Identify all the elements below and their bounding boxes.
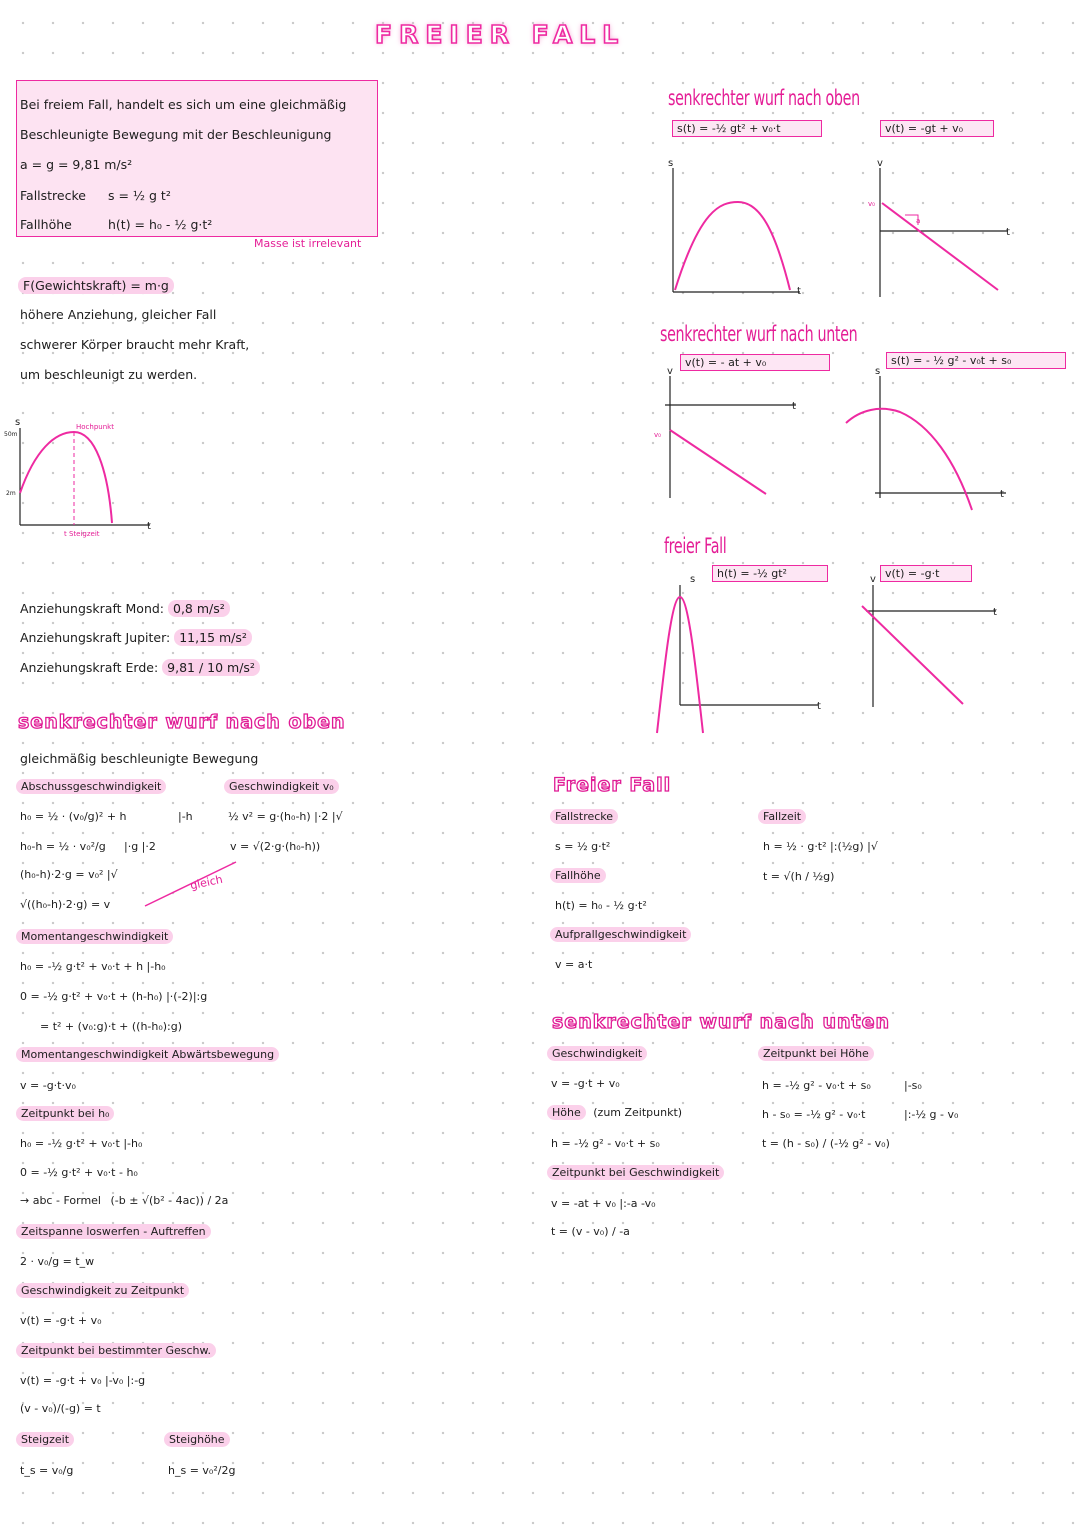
down-hoehe — [547, 1106, 682, 1119]
up-f1-op: |-h — [178, 810, 193, 823]
small-graph-y-top: 50m — [4, 431, 18, 438]
up-f2-op: |·g |·2 — [124, 840, 156, 853]
up-z3-prefix: → abc - Formel — [20, 1194, 101, 1207]
right-free-heading: freier Fall — [664, 534, 727, 558]
up-m2: 0 = -½ g·t² + v₀·t + (h-h₀) |·(-2)|:g — [20, 990, 208, 1003]
right-free-h-formula: h(t) = -½ gt² — [712, 565, 828, 582]
right-down-heading: senkrechter wurf nach unten — [660, 322, 858, 346]
right-free-v-formula: v(t) = -g·t — [880, 565, 972, 582]
intro-fallstrecke-formula: s = ½ g t² — [108, 188, 171, 203]
up-z2: 0 = -½ g·t² + v₀·t - h₀ — [20, 1166, 138, 1179]
small-graph-x-label: t — [147, 521, 151, 532]
up-m3: = t² + (v₀:g)·t + ((h-h₀):g) — [40, 1020, 183, 1033]
down-zp-geschw-label-text: Zeitpunkt bei Geschwindigkeit — [547, 1165, 724, 1180]
graph-down-s — [846, 366, 1006, 510]
free-fallhoehe-formula: h(t) = h₀ - ½ g·t² — [555, 899, 647, 912]
graph-up-v-a: a — [916, 217, 921, 225]
up-z1: h₀ = -½ g·t² + v₀·t |-h₀ — [20, 1137, 143, 1150]
moment-down-label-text: Momentangeschwindigkeit Abwärtsbewegung — [16, 1047, 279, 1062]
graph-up-v-line — [882, 203, 998, 290]
zeit-h0-label-text: Zeitpunkt bei h₀ — [16, 1106, 114, 1121]
up-z3-formula: (-b ± √(b² - 4ac)) / 2a — [110, 1194, 229, 1207]
attraction-jupiter-value: 11,15 m/s² — [174, 629, 252, 646]
attraction-earth-label: Anziehungskraft Erde: — [20, 660, 159, 675]
graph-down-s-curve — [846, 409, 972, 510]
right-down-v-formula: v(t) = - at + v₀ — [680, 354, 830, 371]
graph-up-s-x-label: t — [797, 286, 801, 297]
free-aufprall-label-text: Aufprallgeschwindigkeit — [550, 927, 691, 942]
graph-free-v-x-label: t — [993, 607, 997, 618]
down-zp-geschw-label — [547, 1166, 724, 1179]
page-title: FREIER FALL — [375, 20, 626, 49]
moment-label-text: Momentangeschwindigkeit — [16, 929, 173, 944]
steigzeit-formula: t_s = v₀/g — [20, 1464, 74, 1477]
graph-free-v — [862, 574, 997, 707]
intro-line-1: Bei freiem Fall, handelt es sich um eine gleichmäßig — [20, 97, 347, 112]
right-up-s-formula: s(t) = -½ gt² + v₀·t — [672, 120, 822, 137]
graph-up-v — [868, 158, 1010, 297]
free-aufprall-formula: v = a·t — [555, 958, 593, 971]
down-zh2-op: |:-½ g - v₀ — [904, 1108, 959, 1121]
attraction-jupiter-label: Anziehungskraft Jupiter: — [20, 630, 171, 645]
attraction-earth-value: 9,81 / 10 m/s² — [162, 659, 260, 676]
attraction-moon-label: Anziehungskraft Mond: — [20, 601, 165, 616]
section-up-heading: senkrechter wurf nach oben — [18, 711, 346, 733]
graph-free-h — [657, 574, 821, 733]
free-fallzeit-label — [758, 810, 806, 823]
intro-line-2: Beschleunigte Bewegung mit der Beschleunigung — [20, 127, 332, 142]
down-zh2: h - s₀ = -½ g² - v₀·t — [762, 1108, 866, 1121]
up-gz1: v(t) = -g·t + v₀ — [20, 1314, 102, 1327]
up-f1: h₀ = ½ · (v₀/g)² + h — [20, 810, 127, 823]
free-fallstrecke-label-text: Fallstrecke — [550, 809, 618, 824]
geschw-zp-label-text: Geschwindigkeit zu Zeitpunkt — [16, 1283, 189, 1298]
right-up-v-formula: v(t) = -gt + v₀ — [880, 120, 994, 137]
down-geschw-label-text: Geschwindigkeit — [547, 1046, 647, 1061]
intro-note: Masse ist irrelevant — [254, 237, 362, 250]
zeitspanne-label-text: Zeitspanne loswerfen - Auftreffen — [16, 1224, 211, 1239]
up-f2b: v = √(2·g·(h₀-h)) — [230, 840, 321, 853]
zp-best-label-text: Zeitpunkt bei bestimmter Geschw. — [16, 1343, 216, 1358]
intro-fallhoehe-label: Fallhöhe — [20, 217, 72, 232]
graph-up-v-y-label: v — [877, 158, 883, 169]
down-zg2: t = (v - v₀) / -a — [551, 1225, 630, 1238]
down-zh3: t = (h - s₀) / (-½ g² - v₀) — [762, 1137, 890, 1150]
down-zh1: h = -½ g² - v₀·t + s₀ — [762, 1079, 871, 1092]
up-f2: h₀-h = ½ · v₀²/g — [20, 840, 106, 853]
free-fallhoehe-label-text: Fallhöhe — [550, 868, 606, 883]
down-zp-hoehe-label-text: Zeitpunkt bei Höhe — [758, 1046, 874, 1061]
up-zb2: (v - v₀)/(-g) = t — [20, 1402, 101, 1415]
free-fallstrecke-formula: s = ½ g·t² — [555, 840, 611, 853]
down-hoehe-label: Höhe — [547, 1105, 586, 1120]
graph-free-h-x-label: t — [817, 701, 821, 712]
abschuss-label-text: Abschussgeschwindigkeit — [16, 779, 166, 794]
small-graph-peak-label: Hochpunkt — [76, 423, 114, 431]
graph-up-s-curve — [675, 202, 790, 290]
graph-up-v-v0: v₀ — [868, 200, 875, 208]
section-up-sub: gleichmäßig beschleunigte Bewegung — [20, 751, 259, 766]
force-line-2: höhere Anziehung, gleicher Fall — [20, 307, 217, 322]
down-hoehe-note: (zum Zeitpunkt) — [593, 1106, 683, 1119]
section-free-heading: Freier Fall — [553, 774, 672, 796]
graph-down-v-x-label: t — [792, 401, 796, 412]
down-zp-hoehe-label — [758, 1047, 874, 1060]
down-geschw-label — [547, 1047, 647, 1060]
intro-fallhoehe-formula: h(t) = h₀ - ½ g·t² — [108, 217, 213, 232]
steighoehe-label-text: Steighöhe — [164, 1432, 230, 1447]
down-geschw-formula: v = -g·t + v₀ — [551, 1077, 620, 1090]
attraction-moon-value: 0,8 m/s² — [168, 600, 230, 617]
up-f4: √((h₀-h)·2·g) = v — [20, 898, 111, 911]
section-down-heading: senkrechter wurf nach unten — [552, 1011, 890, 1033]
up-f1b: ½ v² = g·(h₀-h) |·2 |√ — [228, 810, 343, 823]
free-fallstrecke-label — [550, 810, 618, 823]
graph-free-v-y-label: v — [870, 574, 876, 585]
graph-free-h-y-label: s — [690, 574, 696, 585]
small-graph-y-label: s — [15, 417, 21, 428]
graph-down-s-x-label: t — [1000, 489, 1004, 500]
free-fallzeit-result: t = √(h / ½g) — [763, 870, 835, 883]
down-zh1-op: |-s₀ — [904, 1079, 922, 1092]
force-line-4: um beschleunigt zu werden. — [20, 367, 198, 382]
geschw-v0-label-text: Geschwindigkeit v₀ — [224, 779, 339, 794]
gleich-label: gleich — [189, 872, 224, 893]
free-aufprall-label — [550, 928, 691, 941]
up-zs1: 2 · v₀/g = t_w — [20, 1255, 95, 1268]
graph-up-s — [668, 158, 801, 297]
graph-down-v — [654, 366, 796, 498]
free-fallzeit-label-text: Fallzeit — [758, 809, 806, 824]
up-zb1: v(t) = -g·t + v₀ |-v₀ |:-g — [20, 1374, 146, 1387]
force-line-3: schwerer Körper braucht mehr Kraft, — [20, 337, 250, 352]
force-formula: F(Gewichtskraft) = m·g — [18, 277, 174, 294]
down-hoehe-formula: h = -½ g² - v₀·t + s₀ — [551, 1137, 660, 1150]
small-graph-y-start: 2m — [6, 490, 16, 497]
right-up-heading: senkrechter wurf nach oben — [668, 86, 860, 110]
down-zg1: v = -at + v₀ |:-a -v₀ — [551, 1197, 656, 1210]
up-md1: v = -g·t·v₀ — [20, 1079, 76, 1092]
up-f3: (h₀-h)·2·g = v₀² |√ — [20, 868, 118, 881]
steigzeit-label-text: Steigzeit — [16, 1432, 74, 1447]
small-graph-t-label: t Steigzeit — [64, 530, 100, 538]
intro-fallstrecke-label: Fallstrecke — [20, 188, 86, 203]
free-fallhoehe-label — [550, 869, 606, 882]
graph-down-v-line — [670, 430, 766, 494]
right-down-s-formula: s(t) = - ½ g² - v₀t + s₀ — [886, 352, 1066, 369]
graph-down-v-v0: v₀ — [654, 431, 661, 439]
free-fallzeit-formula: h = ½ · g·t² |:(½g) |√ — [763, 840, 878, 853]
graph-up-s-y-label: s — [668, 158, 674, 169]
graph-up-v-x-label: t — [1006, 227, 1010, 238]
graph-free-v-line — [862, 606, 963, 704]
graph-down-v-y-label: v — [667, 366, 673, 377]
steighoehe-formula: h_s = v₀²/2g — [168, 1464, 236, 1477]
intro-accel: a = g = 9,81 m/s² — [20, 157, 133, 172]
graph-down-s-y-label: s — [875, 366, 881, 377]
up-m1: h₀ = -½ g·t² + v₀·t + h |-h₀ — [20, 960, 166, 973]
